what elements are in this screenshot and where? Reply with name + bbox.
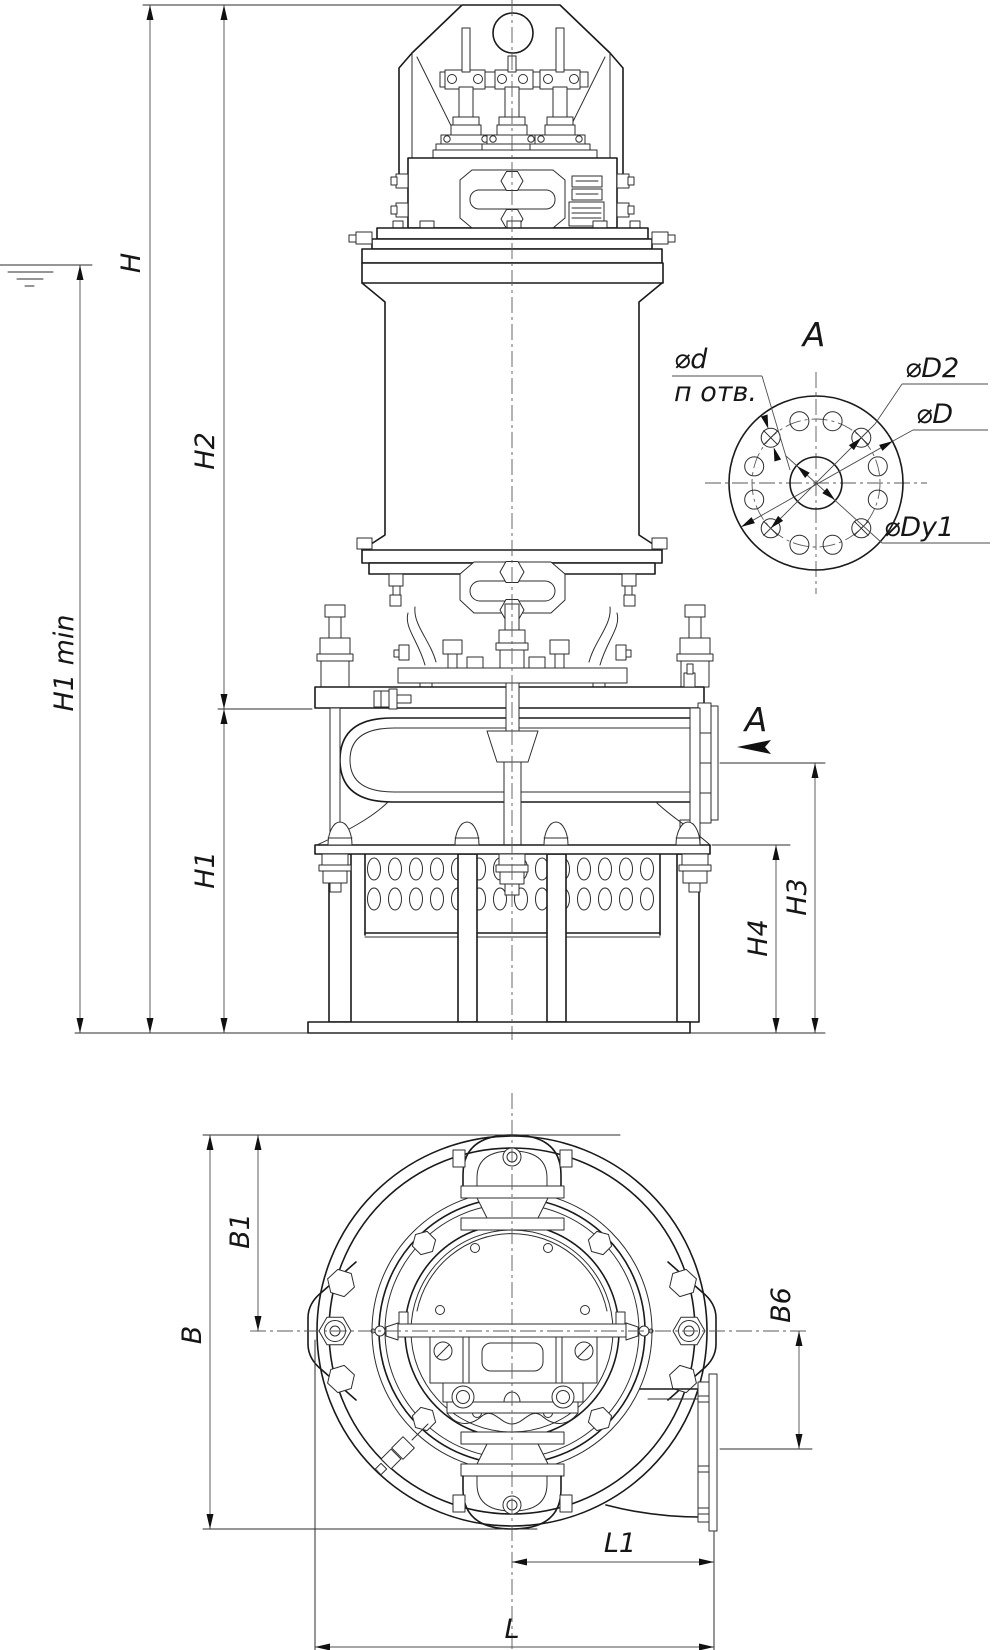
dim-label-h1: H1: [190, 851, 221, 889]
label-bore-diameter: ⌀Dy1: [884, 512, 955, 543]
dim-label-b6: B6: [766, 1287, 797, 1323]
lifting-bail-top: [453, 1135, 572, 1230]
label-outer-diameter: ⌀D: [916, 399, 954, 430]
flange-leaders: [672, 344, 990, 543]
leg: [458, 854, 477, 1022]
dim-label-h: H: [116, 252, 147, 274]
view-direction-arrow-icon: [737, 740, 771, 754]
dim-label-h4: H4: [743, 919, 774, 957]
leg: [547, 854, 566, 1022]
tie-stud-left: [317, 605, 353, 687]
junction-box: [391, 150, 634, 229]
label-bolt-circle-diameter: ⌀D2: [905, 353, 960, 384]
dim-label-b1: B1: [225, 1213, 256, 1249]
lifting-frame: [399, 5, 623, 174]
detail-title: A: [802, 315, 826, 354]
dim-label-h3: H3: [782, 878, 813, 916]
label-hole-diameter: ⌀d: [674, 344, 708, 375]
cable-left: [407, 613, 425, 665]
frame-stud-right: [530, 28, 590, 150]
lifting-eye-icon: [493, 13, 533, 53]
grease-fitting-icon: [375, 1424, 428, 1475]
dim-label-l1: L1: [603, 1528, 637, 1559]
seal-chamber: [317, 562, 713, 689]
lifting-bail-bottom: [453, 1432, 572, 1529]
dim-label-l: L: [504, 1614, 520, 1645]
flange-detail-view: [672, 315, 990, 594]
dim-label-h2: H2: [190, 432, 221, 470]
discharge-flange-plan: [606, 1374, 717, 1531]
dim-label-h1min: H1 min: [49, 614, 80, 712]
plan-view: [177, 1093, 812, 1650]
view-direction-label: A: [744, 700, 768, 739]
base-plate: [308, 1022, 690, 1033]
dim-label-b: B: [177, 1325, 208, 1345]
pump-casing: [315, 664, 718, 854]
cable-right: [600, 613, 618, 665]
label-hole-count: п отв.: [674, 377, 757, 408]
